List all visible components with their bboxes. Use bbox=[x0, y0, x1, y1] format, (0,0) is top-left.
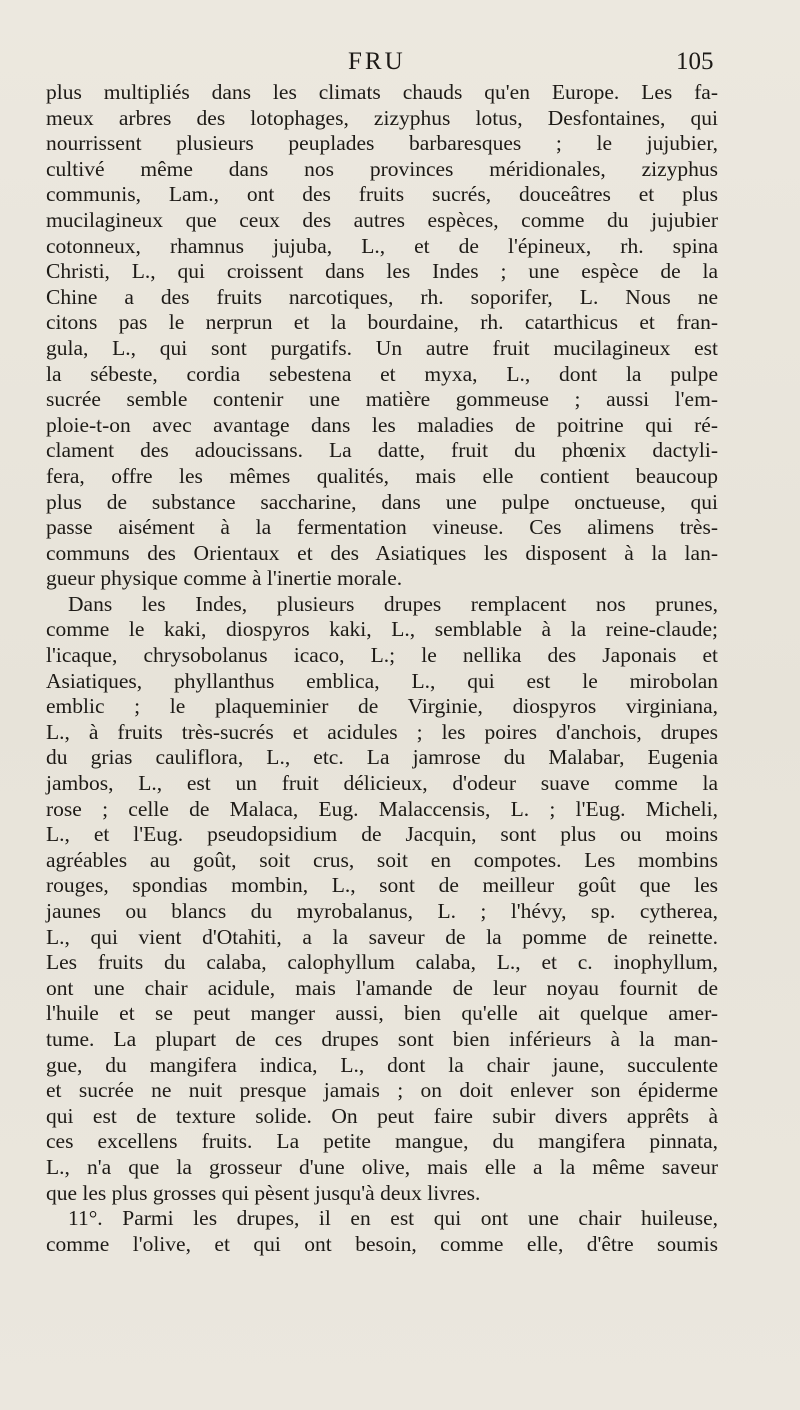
paragraph-end-line: gueur physique comme à l'inertie morale. bbox=[46, 566, 403, 591]
text-line: Les fruits du calaba, calophyllum calaba, L., et c. inophyllum, bbox=[46, 950, 718, 975]
text-line: ces excellens fruits. La petite mangue, du mangifera pinnata, bbox=[46, 1129, 718, 1154]
body-text bbox=[46, 80, 718, 1257]
text-line: qui est de texture solide. On peut faire subir divers apprêts à bbox=[46, 1103, 718, 1128]
text-line: clament des adoucissans. La datte, fruit du phœnix dactyli- bbox=[46, 438, 718, 463]
text-line: mucilagineux que ceux des autres espèces, comme du jujubier bbox=[46, 207, 718, 232]
text-line: passe aisément à la fermentation vineuse. Ces alimens très- bbox=[46, 515, 718, 540]
page-number: 105 bbox=[676, 48, 714, 75]
text-line: cotonneux, rhamnus jujuba, L., et de l'épineux, rh. spina bbox=[46, 233, 718, 258]
text-line: ont une chair acidule, mais l'amande de leur noyau fournit de bbox=[46, 975, 718, 1000]
text-line: communis, Lam., ont des fruits sucrés, douceâtres et plus bbox=[46, 182, 718, 207]
text-line: agréables au goût, soit crus, soit en compotes. Les mombins bbox=[46, 847, 718, 872]
text-line: L., n'a que la grosseur d'une olive, mais elle a la même saveur bbox=[46, 1154, 718, 1179]
text-line: jaunes ou blancs du myrobalanus, L. ; l'hévy, sp. cytherea, bbox=[46, 899, 718, 923]
text-line: plus multipliés dans les climats chauds qu'en Europe. Les fa- bbox=[46, 80, 718, 104]
text-line: communs des Orientaux et des Asiatiques les disposent à la lan- bbox=[46, 540, 718, 565]
text-line: Christi, L., qui croissent dans les Indes ; une espèce de la bbox=[46, 259, 718, 284]
text-line: l'huile et se peut manger aussi, bien qu'elle ait quelque amer- bbox=[46, 1001, 718, 1026]
text-line: l'icaque, chrysobolanus icaco, L.; le nellika des Japonais et bbox=[46, 643, 718, 668]
text-line: fera, offre les mêmes qualités, mais elle contient beaucoup bbox=[46, 463, 718, 488]
text-line: tume. La plupart de ces drupes sont bien inférieurs à la man- bbox=[46, 1026, 718, 1051]
text-line: gula, L., qui sont purgatifs. Un autre fruit mucilagineux est bbox=[46, 335, 718, 360]
text-line: L., et l'Eug. pseudopsidium de Jacquin, sont plus ou moins bbox=[46, 822, 718, 847]
text-line: du grias cauliflora, L., etc. La jamrose du Malabar, Eugenia bbox=[46, 745, 718, 770]
text-line: Chine a des fruits narcotiques, rh. soporifer, L. Nous ne bbox=[46, 284, 718, 309]
page-header bbox=[0, 44, 800, 84]
text-line: rouges, spondias mombin, L., sont de meilleur goût que les bbox=[46, 873, 718, 898]
text-line: nourrissent plusieurs peuplades barbaresques ; le jujubier, bbox=[46, 131, 718, 156]
text-line: rose ; celle de Malaca, Eug. Malaccensis, L. ; l'Eug. Micheli, bbox=[46, 796, 718, 821]
text-line: sucrée semble contenir une matière gommeuse ; aussi l'em- bbox=[46, 387, 718, 412]
text-line: emblic ; le plaqueminier de Virginie, diospyros virginiana, bbox=[46, 694, 718, 719]
text-line: cultivé même dans nos provinces méridionales, zizyphus bbox=[46, 156, 718, 181]
text-line: la sébeste, cordia sebestena et myxa, L., dont la pulpe bbox=[46, 361, 718, 386]
paragraph-start-line: Dans les Indes, plusieurs drupes remplacent nos prunes, bbox=[68, 591, 718, 616]
text-line: ploie-t-on avec avantage dans les maladies de poitrine qui ré- bbox=[46, 412, 718, 437]
paragraph-end-line: que les plus grosses qui pèsent jusqu'à deux livres. bbox=[46, 1180, 481, 1205]
text-line: plus de substance saccharine, dans une pulpe onctueuse, qui bbox=[46, 489, 718, 514]
paragraph-start-line: 11°. Parmi les drupes, il en est qui ont une chair huileuse, bbox=[68, 1206, 718, 1231]
text-line: et sucrée ne nuit presque jamais ; on doit enlever son épiderme bbox=[46, 1078, 718, 1103]
text-line: comme le kaki, diospyros kaki, L., semblable à la reine-claude; bbox=[46, 617, 718, 642]
text-line: citons pas le nerprun et la bourdaine, rh. catarthicus et fran- bbox=[46, 310, 718, 335]
running-head: FRU bbox=[348, 48, 406, 75]
text-line: Asiatiques, phyllanthus emblica, L., qui est le mirobolan bbox=[46, 668, 718, 693]
text-line: comme l'olive, et qui ont besoin, comme elle, d'être soumis bbox=[46, 1231, 718, 1256]
text-line: jambos, L., est un fruit délicieux, d'odeur suave comme la bbox=[46, 771, 718, 796]
text-line: L., qui vient d'Otahiti, a la saveur de la pomme de reinette. bbox=[46, 924, 718, 949]
text-line: gue, du mangifera indica, L., dont la chair jaune, succulente bbox=[46, 1052, 718, 1077]
text-line: meux arbres des lotophages, zizyphus lotus, Desfontaines, qui bbox=[46, 105, 718, 130]
text-line: L., à fruits très-sucrés et acidules ; les poires d'anchois, drupes bbox=[46, 719, 718, 744]
